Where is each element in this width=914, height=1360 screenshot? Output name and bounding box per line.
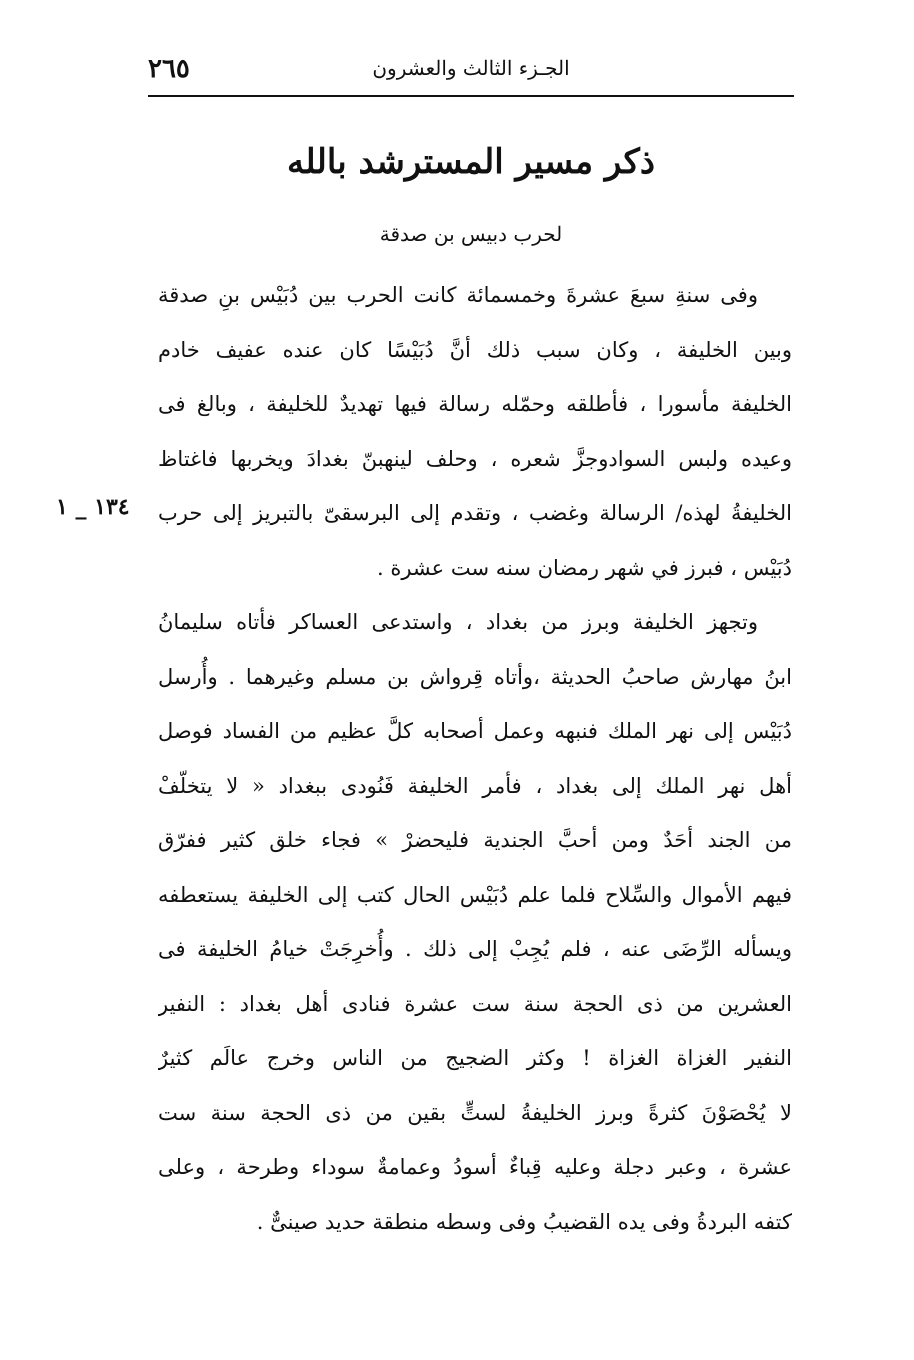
chapter-subtitle: لحرب دبيس بن صدقة [379,222,563,246]
text-line: الخليفةُ لهذه/ الرسالة وغضب ، وتقدم إلى البرسقىّ بالتبريز إلى حرب [158,501,792,525]
running-head [148,52,794,92]
text-line: ويسأله الرِّضَى عنه ، فلم يُجِبْ إلى ذلك . وأُخرِجَتْ خيامُ الخليفة فى [158,937,792,961]
text-line: العشرين من ذى الحجة سنة ست عشرة فنادى أهل بغداد : النفير [158,991,792,1016]
paragraph [158,268,792,595]
part-title: الجـزء الثالث والعشرون [372,56,570,80]
text-line: وعيده ولبس السوادوجزَّ شعره ، وحلف لينهبنّ بغدادَ ويخربها فاغتاظ [158,446,792,471]
text-line: دُبَيْس ، فبرز في شهر رمضان سنه ست عشرة . [376,555,792,580]
chapter-title: ذكر مسير المسترشد بالله [287,142,655,182]
text-line: وبين الخليفة ، وكان سبب ذلك أنَّ دُبَيْسًا كان عنده عفيف خادم [158,337,792,362]
text-line: دُبَيْس إلى نهر الملك فنبهه وعمل أصحابه كلَّ عظيم من الفساد فوصل [158,719,792,743]
text-line: ابنُ مهارش صاحبُ الحديثة ،وأتاه قِرواش بن مسلم وغيرهما . وأُرسل [158,664,792,689]
text-line: لا يُحْصَوْنَ كثرةً وبرز الخليفةُ لستٍّ بقين من ذى الحجة سنة ست [158,1100,792,1125]
text-line: وتجهز الخليفة وبرز من بغداد ، واستدعى العساكر فأتاه سليمانُ [158,610,758,634]
header-rule [148,95,794,97]
text-line: أهل نهر الملك إلى بغداد ، فأمر الخليفة فَنُودى ببغداد « لا يتخلّفْ [158,773,792,798]
text-line: من الجند أحَدٌ ومن أحبَّ الجندية فليحضرْ » فجاء خلق كثير ففرّق [158,828,792,852]
text-line: وفى سنةِ سبعَ عشرةَ وخمسمائة كانت الحرب بين دُبَيْس بنِ صدقة [158,283,758,307]
page-number: ٢٦٥ [148,54,190,84]
text-line: فيهم الأموال والسِّلاح فلما علم دُبَيْس الحال كتب إلى الخليفة يستعطفه [158,882,792,907]
text-line: النفير الغزاة الغزاة ! وكثر الضجيج من الناس وخرج عالَم كثيرٌ [158,1046,792,1070]
margin-note: ١٣٤ _ ١ [56,494,130,520]
text-line: كتفه البردةُ وفى يده القضيبُ وفى وسطه منطقة حديد صينىٌّ . [256,1209,792,1234]
text-line: الخليفة مأسورا ، فأطلقه وحمّله رسالة فيها تهديدٌ للخليفة ، وبالغ فى [158,392,792,416]
text-line: عشرة ، وعبر دجلة وعليه قِباءٌ أسودُ وعمامةٌ سوداء وطرحة ، وعلى [158,1155,792,1179]
paragraph [158,595,792,1249]
